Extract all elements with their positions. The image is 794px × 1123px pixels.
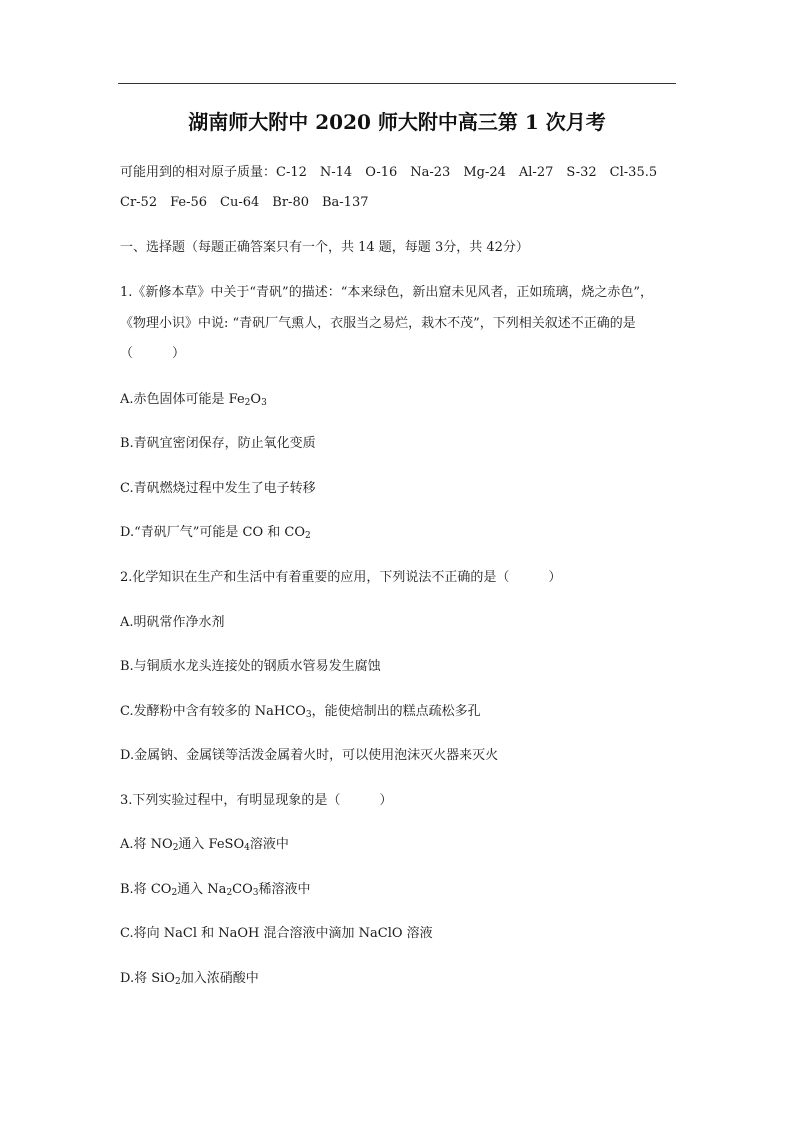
section-heading: 一、选择题（每题正确答案只有一个，共 14 题，每题 3分，共 42分） [120,240,529,255]
question-2-option-d: D.金属钠、金属镁等活泼金属着火时，可以使用泡沫灭火器来灭火 [120,748,499,763]
question-3-option-a: A.将 $NO_2$通入 FeSO$_4$溶液中 [120,837,289,853]
question-3-option-d: D.将 SiO$_2$加入浓硝酸中 [120,971,259,987]
question-1-option-c: C.青矾燃烧过程中发生了电子转移 [120,481,316,496]
question-1-option-b: B.青矾宜密闭保存，防止氧化变质 [120,436,316,451]
question-2-option-c: C.发酵粉中含有较多的 NaHCO$_3$，能使焙制出的糕点疏松多孔 [120,704,481,720]
question-2-stem: 2.化学知识在生产和生活中有着重要的应用，下列说法不正确的是（ ） [120,570,562,585]
question-3-option-b: B.将 $CO_2$通入 $Na_2CO_3$稀溶液中 [120,882,311,898]
question-3-stem: 3.下列实验过程中，有明显现象的是（ ） [120,793,393,808]
question-3-option-c: C.将向 NaCl 和 NaOH 混合溶液中滴加 NaClO 溶液 [120,926,433,941]
atomic-masses-line-2: Cr-52 Fe-56 Cu-64 Br-80 Ba-137 [120,195,369,210]
question-1-stem-line-3: （ ） [120,346,186,361]
question-2-option-b: B.与铜质水龙头连接处的钢质水管易发生腐蚀 [120,659,381,674]
exam-title: 湖南师大附中 2020 师大附中高三第 1 次月考 [188,110,606,134]
header-rule [118,83,676,84]
question-2-option-a: A.明矾常作净水剂 [120,615,225,630]
question-1-option-a: A.赤色固体可能是 $Fe_2O_3$ [120,392,267,408]
question-1-stem-line-1: 1.《新修本草》中关于“青矾”的描述：“本来绿色，新出窟未见风者，正如琉璃，烧之赤色”， [120,285,653,300]
question-1-option-d: D.“青矾厂气”可能是 CO 和 $CO_2$ [120,525,311,541]
atomic-masses-line-1: 可能用到的相对原子质量：C-12 N-14 O-16 Na-23 Mg-24 Al-27 S-32 Cl-35.5 [120,165,658,180]
question-1-stem-line-2: 《物理小识》中说: “青矾厂气熏人，衣服当之易烂，栽木不茂”，下列相关叙述不正确的是 [120,316,636,331]
